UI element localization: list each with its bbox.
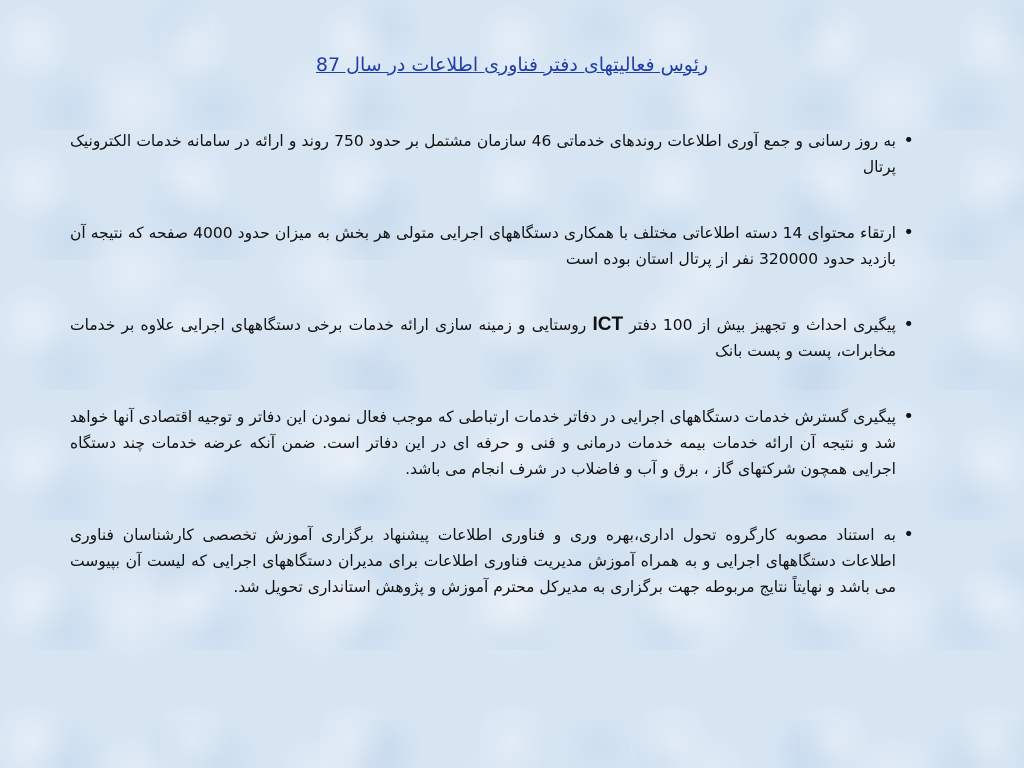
bullet-text: به استناد مصوبه کارگروه تحول اداری،بهره وری و فناوری اطلاعات پیشنهاد برگزاری آموزش تخصصی کارشناسان فناوری اطلاعات دستگاههای اجرایی و به همراه آموزش مدیریت فناوری اطلاعات برای مدیران دستگاههای اجرایی که لیست آن بپیوست می باشد و نهایتاً نتایج مربوطه جهت برگزاری به مدیرکل محترم آموزش و پژوهش استانداری تحویل شد. — [70, 526, 896, 596]
ict-label: ICT — [592, 314, 624, 335]
bullet-text: به روز رسانی و جمع آوری اطلاعات روندهای خدماتی 46 سازمان مشتمل بر حدود 750 روند و ارائه در سامانه خدمات الکترونیک پرتال — [70, 132, 897, 176]
bullet-text-part: پیگیری احداث و تجهیز بیش از 100 دفتر — [629, 316, 896, 334]
bullet-dot-icon: • — [903, 130, 914, 151]
bullet-dot-icon: • — [903, 524, 914, 545]
bullet-dot-icon: • — [903, 222, 914, 243]
bullet-dot-icon: • — [903, 406, 914, 427]
bullet-list — [70, 128, 970, 640]
bullet-item-4 — [70, 404, 970, 482]
bullet-text: پیگیری گسترش خدمات دستگاههای اجرایی در دفاتر خدمات ارتباطی که موجب فعال نمودن این دفاتر و توجیه اقتصادی آنها خواهد شد و نتیجه آن ارائه خدمات بیمه خدمات درمانی و فنی و حرفه ای در این دفاتر است. ضمن آنکه عرضه خدمات چند دستگاه اجرایی همچون شرکتهای گاز ، برق و آب و فاضلاب در شرف انجام می باشد. — [70, 408, 896, 478]
bullet-text: ارتقاء محتوای 14 دسته اطلاعاتی مختلف با همکاری دستگاههای اجرایی متولی هر بخش به میزان حدود 4000 صفحه که نتیجه آن بازدید حدود 320000 نفر از پرتال استان بوده است — [70, 224, 896, 268]
bullet-item-3 — [70, 312, 970, 364]
bullet-text-part: روستایی و زمینه سازی ارائه خدمات برخی دستگاههای اجرایی علاوه بر خدمات مخابرات، پست و پست بانک — [70, 316, 896, 360]
bullet-dot-icon: • — [903, 314, 914, 335]
slide-title: رئوس فعالیتهای دفتر فناوری اطلاعات در سال 87 — [315, 54, 709, 76]
bullet-item-5 — [70, 522, 970, 600]
bullet-item-2 — [70, 220, 970, 272]
bullet-text — [70, 312, 896, 364]
bullet-item-1 — [70, 128, 970, 180]
